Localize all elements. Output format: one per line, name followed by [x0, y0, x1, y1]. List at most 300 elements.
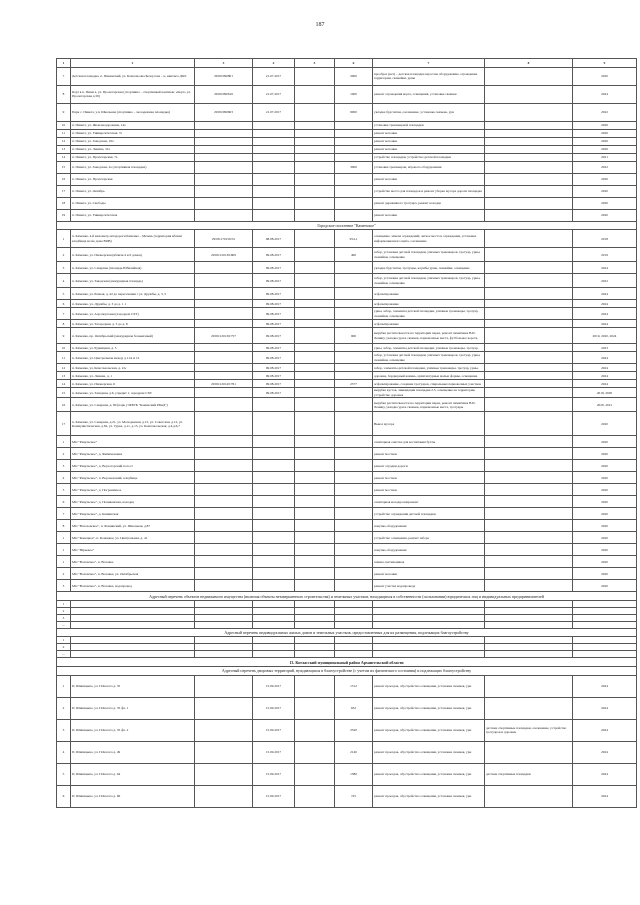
table-cell: 13	[57, 372, 71, 380]
table-cell: 3	[57, 580, 71, 592]
table-cell	[485, 288, 573, 300]
table-cell	[335, 372, 373, 380]
table-cell: 2	[57, 644, 71, 651]
table-cell	[295, 121, 335, 129]
table-cell: устройство место для площадок и ремонт уборка мусора дороги площадка	[373, 185, 485, 197]
table-cell	[335, 185, 373, 197]
table-row	[57, 185, 637, 197]
table-row	[57, 67, 637, 85]
table-cell: 2020	[573, 185, 637, 197]
table-row	[57, 173, 637, 185]
table-cell: Детская площадка, п. Пинежский, ул. Комсомолка Белоусова – ц. кинтиса ДОЛ	[71, 67, 195, 85]
table-cell	[485, 532, 573, 544]
section-heading: Городское поселение "Каменское"	[57, 221, 637, 230]
table-cell	[335, 209, 373, 221]
table-cell: 2024	[573, 372, 637, 380]
table-cell	[195, 412, 253, 436]
table-cell: ремонт проездов, обустройство освещения, установка скамеек, урн	[373, 763, 485, 785]
table-cell	[253, 496, 295, 508]
table-cell	[253, 520, 295, 532]
table-row	[57, 121, 637, 129]
table-cell	[485, 607, 573, 614]
table-cell	[295, 137, 335, 145]
table-cell: п. Каменка, ул. Пионерская (вблизи 4 и 6 домов)	[71, 248, 195, 262]
table-cell	[253, 448, 295, 460]
table-cell: 16	[57, 398, 71, 412]
table-row	[57, 460, 637, 472]
table-cell: МО "Ракульское", д. Поливанская, колодец	[71, 496, 195, 508]
table-cell: 2020	[573, 532, 637, 544]
table-cell	[253, 145, 295, 153]
table-cell: 4	[57, 274, 71, 288]
table-cell: 2020	[573, 197, 637, 209]
table-cell	[335, 121, 373, 129]
table-cell	[71, 651, 195, 658]
table-cell	[195, 197, 253, 209]
table-cell: 1	[57, 532, 71, 544]
table-cell	[335, 436, 373, 448]
table-row	[57, 103, 637, 121]
table-cell: п. Каменка, ул. Заводская (межурядная площадь)	[71, 274, 195, 288]
table-cell	[195, 145, 253, 153]
table-cell: МО "Воловское", п. Воловка	[71, 556, 195, 568]
table-cell: 2020	[573, 412, 637, 436]
table-row	[57, 85, 637, 103]
table-cell: 09.08.2017	[253, 328, 295, 344]
table-cell: 1	[57, 675, 71, 697]
table-cell	[253, 600, 295, 607]
table-cell: 11	[57, 352, 71, 364]
table-cell: ремонт оградки дороги	[373, 460, 485, 472]
table-cell: П. Шипицыно, ул. П.Колога д. 49	[71, 741, 195, 763]
table-cell: 2000	[335, 67, 373, 85]
table-cell: 2024	[573, 719, 637, 741]
table-cell: п. Каменка, ул. Северная, д. 80 (парк у МБУК "Каменский РКиД")	[71, 398, 195, 412]
section-heading-row	[57, 667, 637, 676]
table-cell	[335, 484, 373, 496]
table-cell: п. Пинега, ул. Октябрь	[71, 185, 195, 197]
table-cell: 9	[57, 103, 71, 121]
table-cell	[295, 352, 335, 364]
table-cell: ремонт колонки	[373, 145, 485, 153]
table-cell	[295, 460, 335, 472]
table-cell: 2024	[573, 380, 637, 388]
table-row	[57, 300, 637, 308]
table-cell: 2377	[335, 380, 373, 388]
table-row	[57, 484, 637, 496]
table-cell	[295, 556, 335, 568]
table-cell: ремонт мостков	[373, 448, 485, 460]
table-cell	[335, 173, 373, 185]
table-cell: МО "Ракульское", д. Кашинская	[71, 508, 195, 520]
table-cell: п. Пинега, ул. Свободы	[71, 197, 195, 209]
table-cell	[335, 352, 373, 364]
table-cell: 15.09.2017	[253, 741, 295, 763]
table-cell: ремонт проездов, обустройство освещения, установка скамеек, урн	[373, 697, 485, 719]
table-cell: п. Каменка, ул. Аэропортовая (аэродром СХТ)	[71, 308, 195, 320]
table-cell	[295, 274, 335, 288]
table-cell	[485, 230, 573, 248]
table-cell	[253, 556, 295, 568]
table-cell: 15	[57, 161, 71, 173]
table-cell	[295, 185, 335, 197]
table-cell: п. Пинега, ул. Университетская	[71, 209, 195, 221]
table-cell	[485, 328, 573, 344]
table-row	[57, 364, 637, 372]
column-number: 2	[71, 59, 195, 68]
table-cell: 3	[57, 262, 71, 274]
table-cell	[335, 274, 373, 288]
table-cell	[195, 173, 253, 185]
table-cell: 2024	[573, 320, 637, 328]
table-cell	[485, 209, 573, 221]
table-cell: 2020	[573, 121, 637, 129]
table-row	[57, 741, 637, 763]
table-cell: 17	[57, 185, 71, 197]
table-cell: МО "Ракульское"	[71, 436, 195, 448]
table-cell	[295, 544, 335, 556]
table-row	[57, 372, 637, 380]
table-cell: ремонт участка водопровода	[373, 580, 485, 592]
table-cell	[485, 352, 573, 364]
table-cell: 2020	[573, 129, 637, 137]
table-cell	[195, 607, 253, 614]
table-cell: п. Каменка, ул. Речная, д. 42 до пересечения с ул. Дружбы, д. 3, 5	[71, 288, 195, 300]
table-cell: п. Каменка, ул. Западная, д.6, учредит 1, аэродром СХТ	[71, 388, 195, 398]
table-cell: 632	[335, 697, 373, 719]
table-cell	[485, 248, 573, 262]
table-cell: ремонт деревянного тротуара, ремонт колодца	[373, 197, 485, 209]
table-cell	[335, 364, 373, 372]
table-cell: 29:06:120136:609	[195, 248, 253, 262]
table-cell	[485, 129, 573, 137]
column-number: 9	[573, 59, 637, 68]
table-cell: 2021	[573, 153, 637, 161]
table-cell: 09.08.2017	[253, 372, 295, 380]
table-cell	[335, 621, 373, 628]
table-row	[57, 197, 637, 209]
table-cell: ремонт проездов, обустройство освещения, установка скамеек, урн	[373, 741, 485, 763]
table-cell: МО "Ракульское", д. Филимоновка	[71, 448, 195, 460]
table-cell: 2024	[573, 300, 637, 308]
table-cell	[573, 651, 637, 658]
table-cell	[195, 484, 253, 496]
table-row	[57, 344, 637, 352]
table-cell: 2020	[573, 508, 637, 520]
table-cell	[195, 308, 253, 320]
table-cell	[485, 67, 573, 85]
table-cell	[253, 580, 295, 592]
table-row	[57, 651, 637, 658]
table-row	[57, 568, 637, 580]
section-heading: 13. Котласский муниципальный район Архангельской области	[57, 658, 637, 667]
table-cell	[485, 496, 573, 508]
table-cell	[335, 129, 373, 137]
table-cell	[485, 137, 573, 145]
table-cell: ремонт проездов, обустройство освещения, установка скамеек, урн	[373, 719, 485, 741]
table-cell	[485, 484, 573, 496]
table-cell	[195, 121, 253, 129]
table-row	[57, 320, 637, 328]
table-cell	[253, 436, 295, 448]
table-cell	[195, 544, 253, 556]
table-cell: 29:06:090616	[195, 85, 253, 103]
table-row	[57, 496, 637, 508]
table-cell: МО "Ватоловское", п. Фоминский, ул. Школьная, д.87	[71, 520, 195, 532]
table-row	[57, 532, 637, 544]
table-cell	[335, 607, 373, 614]
table-cell	[485, 398, 573, 412]
table-row	[57, 621, 637, 628]
table-cell	[485, 600, 573, 607]
table-cell	[335, 651, 373, 658]
table-cell: 2	[57, 607, 71, 614]
table-cell: п. Каменка, ул. Комсомольская, д. 2А	[71, 364, 195, 372]
table-cell	[373, 614, 485, 621]
table-cell: 29:06:170156:52	[195, 230, 253, 248]
table-cell	[195, 637, 253, 644]
table-cell	[485, 472, 573, 484]
column-number: 4	[253, 59, 295, 68]
table-cell	[335, 580, 373, 592]
table-cell: 8	[57, 520, 71, 532]
table-row	[57, 763, 637, 785]
table-cell	[573, 637, 637, 644]
table-cell: ремонт колонки	[373, 137, 485, 145]
table-row	[57, 719, 637, 741]
table-cell: п. Пинега, ул. Ленина, 31а	[71, 145, 195, 153]
table-cell: 2020	[573, 496, 637, 508]
section-heading-row	[57, 592, 637, 601]
table-cell: 2022	[573, 274, 637, 288]
section-heading: Адресный перечень индивидуальных жилых домов и земельных участков, предоставленных для их размещения, подлежащих благоустройству	[57, 628, 637, 637]
column-number: 3	[195, 59, 253, 68]
table-cell	[295, 308, 335, 320]
table-row	[57, 697, 637, 719]
table-cell: 09.08.2017	[253, 320, 295, 328]
table-cell	[195, 532, 253, 544]
table-cell: 1	[57, 556, 71, 568]
table-cell	[253, 412, 295, 436]
table-cell: 1000	[335, 85, 373, 103]
table-cell	[373, 621, 485, 628]
table-cell	[253, 121, 295, 129]
table-cell	[253, 651, 295, 658]
table-cell	[373, 637, 485, 644]
table-cell	[295, 129, 335, 137]
table-cell: 2020	[573, 580, 637, 592]
table-cell: п. Пинега, ул. Заводская, 19а	[71, 137, 195, 145]
section-heading-row	[57, 658, 637, 667]
table-cell	[253, 472, 295, 484]
table-cell: ремонт проездов, обустройство освещения, установка скамеек, урн	[373, 785, 485, 807]
table-cell	[485, 300, 573, 308]
table-cell: п. Каменка, ул. Северная (площадь Юбилейная)	[71, 262, 195, 274]
table-cell	[195, 288, 253, 300]
table-cell: 18	[57, 197, 71, 209]
table-cell: 5	[57, 484, 71, 496]
table-cell	[295, 388, 335, 398]
table-cell: 10	[57, 344, 71, 352]
table-cell: 09.08.2017	[253, 262, 295, 274]
table-cell: 09.08.2017	[253, 308, 295, 320]
table-cell	[195, 697, 253, 719]
table-cell: установка тренажеров, игрового оборудования	[373, 161, 485, 173]
table-cell	[253, 129, 295, 137]
table-cell: ремонт мостков	[373, 484, 485, 496]
table-cell: МО "Воловское", п. Воловка, водопровод	[71, 580, 195, 592]
table-cell: 16	[57, 173, 71, 185]
table-cell	[335, 262, 373, 274]
table-cell	[295, 262, 335, 274]
table-cell	[195, 300, 253, 308]
page-number: 187	[315, 22, 325, 28]
table-row	[57, 520, 637, 532]
table-cell: 9	[57, 328, 71, 344]
table-cell	[373, 651, 485, 658]
column-number: 5	[295, 59, 335, 68]
table-cell: 2020	[573, 145, 637, 153]
table-cell	[195, 719, 253, 741]
table-cell	[71, 644, 195, 651]
table-cell: 2320	[335, 719, 373, 741]
table-cell: 2023	[573, 344, 637, 352]
table-cell	[295, 637, 335, 644]
table-row	[57, 328, 637, 344]
table-cell	[195, 614, 253, 621]
table-cell: 7	[57, 308, 71, 320]
table-cell	[195, 185, 253, 197]
table-cell: п. Пинега, ул. Заводская, 2а (спортивная площадка)	[71, 161, 195, 173]
table-cell	[335, 197, 373, 209]
table-cell	[485, 741, 573, 763]
table-cell: 2020	[573, 460, 637, 472]
table-cell: укладка брусчатки, озеленение, установка скамеек, урн	[373, 103, 485, 121]
table-cell	[295, 607, 335, 614]
table-cell	[295, 412, 335, 436]
section-heading-row	[57, 221, 637, 230]
table-cell	[295, 675, 335, 697]
table-cell: 15.09.2017	[253, 697, 295, 719]
table-cell: 29:06:090801	[195, 67, 253, 85]
table-cell	[253, 614, 295, 621]
table-cell: 2024	[573, 308, 637, 320]
table-cell: ремонт колонки	[373, 209, 485, 221]
table-cell	[335, 508, 373, 520]
table-cell	[295, 300, 335, 308]
table-cell	[195, 153, 253, 161]
table-cell: 14	[57, 380, 71, 388]
table-cell	[295, 580, 335, 592]
table-cell: 2020	[573, 436, 637, 448]
table-cell	[335, 544, 373, 556]
table-cell	[485, 364, 573, 372]
table-cell	[253, 197, 295, 209]
table-cell	[485, 675, 573, 697]
table-row	[57, 607, 637, 614]
table-cell	[335, 300, 373, 308]
table-cell	[253, 173, 295, 185]
table-cell: покупка оборудования	[373, 520, 485, 532]
table-cell	[335, 448, 373, 460]
table-cell: 400	[335, 248, 373, 262]
table-cell	[485, 436, 573, 448]
table-cell	[295, 719, 335, 741]
table-cell: детские спортивные площадки, озеленение, устройство тротуаров и дорожек	[485, 719, 573, 741]
table-row	[57, 544, 637, 556]
table-cell	[295, 532, 335, 544]
table-cell	[485, 544, 573, 556]
table-row	[57, 230, 637, 248]
table-cell: 3	[57, 719, 71, 741]
table-cell: ремонт колонки	[373, 129, 485, 137]
table-cell: п. Каменка, ул. Ленина, д. 1	[71, 372, 195, 380]
table-cell	[485, 262, 573, 274]
table-cell	[335, 344, 373, 352]
improvement-objects-table	[56, 58, 637, 808]
table-cell	[195, 161, 253, 173]
table-cell: 2024	[573, 763, 637, 785]
table-cell	[485, 460, 573, 472]
table-cell	[295, 209, 335, 221]
table-cell: ремонт мостков	[373, 472, 485, 484]
table-cell: санитарная колодца капремонт	[373, 496, 485, 508]
table-cell	[253, 508, 295, 520]
table-cell: 2022	[573, 103, 637, 121]
table-cell	[295, 288, 335, 300]
table-cell	[485, 520, 573, 532]
table-cell	[295, 785, 335, 807]
table-cell	[295, 614, 335, 621]
table-cell	[295, 763, 335, 785]
table-cell	[573, 607, 637, 614]
table-cell	[195, 274, 253, 288]
table-cell: 4	[57, 472, 71, 484]
table-cell	[195, 508, 253, 520]
table-cell: устройство освещения, ремонт забора	[373, 532, 485, 544]
table-cell: забор, элементы детской площадки, уличные тренажеры, тротуар, урны,	[373, 364, 485, 372]
table-cell: 1312	[335, 675, 373, 697]
table-cell	[195, 262, 253, 274]
table-cell: установка тренажерной площадки	[373, 121, 485, 129]
table-cell: Парк с. Пинега, у.п. Школьная (спортивно – молодежная площадка)	[71, 103, 195, 121]
table-cell	[195, 398, 253, 412]
table-cell	[295, 484, 335, 496]
table-cell	[195, 364, 253, 372]
table-cell	[373, 607, 485, 614]
table-cell	[295, 161, 335, 173]
section-heading-row	[57, 628, 637, 637]
table-cell: забор, установка детской площадки, уличных тренажеров, тротуар, урны, скамейки, освещение	[373, 248, 485, 262]
table-cell: 2140	[335, 741, 373, 763]
table-cell	[485, 121, 573, 129]
table-cell	[295, 741, 335, 763]
table-cell	[195, 496, 253, 508]
table-row	[57, 380, 637, 388]
table-cell	[485, 197, 573, 209]
table-cell	[335, 137, 373, 145]
table-cell: 2020	[573, 173, 637, 185]
table-cell: ремонт проездов, обустройство освещения, установка скамеек, урн	[373, 675, 485, 697]
table-cell: ремонт колонки	[373, 173, 485, 185]
table-cell	[335, 145, 373, 153]
table-cell	[485, 103, 573, 121]
table-cell: 12	[57, 364, 71, 372]
table-cell	[485, 320, 573, 328]
table-row	[57, 412, 637, 436]
table-cell	[485, 637, 573, 644]
table-cell: 2	[57, 448, 71, 460]
